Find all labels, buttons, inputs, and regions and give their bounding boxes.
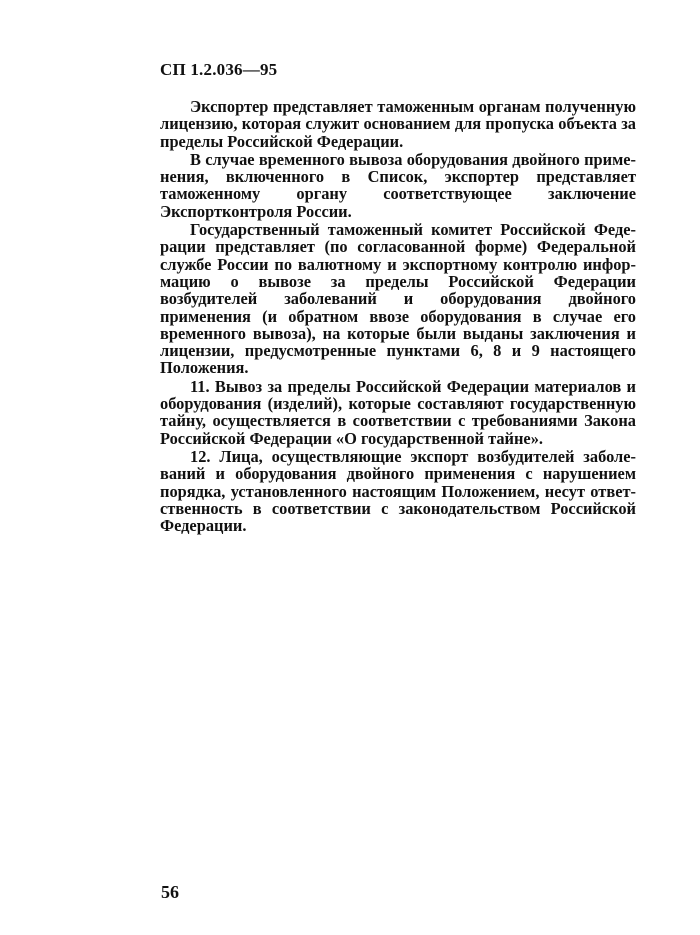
document-body bbox=[160, 98, 636, 534]
paragraph-item-12-liability: 12. Лица, осуществляющие экспорт возбудителей заболеваний и оборудования двойного применения с нарушением порядка, установленного настоящим Положением, несут ответственность в соответствии с законодательством Российской Федерации. bbox=[160, 446, 636, 536]
paragraph-temporary-export: В случае временного вывоза оборудования двойного применения, включенного в Список, экспортер представляет таможенному органу соответствующее заключение Экспортконтроля России. bbox=[160, 149, 636, 221]
paragraph-license-submission: Экспортер представляет таможенным органам полученную лицензию, которая служит основанием для пропуска объекта за пределы Российской Федерации. bbox=[160, 97, 636, 151]
paragraph-customs-committee: Государственный таможенный комитет Российской Федерации представляет (по согласованной форме) Федеральной службе России по валютному и экспортному контролю информацию о вывозе за пределы Российской Федерации возбудителей заболеваний и оборудования двойного применения (и обратном ввозе оборудования в случае его временного вывоза), на которые были выданы заключения и лицензии, предусмотренные пунктами 6, 8 и 9 настоящего Положения. bbox=[160, 220, 636, 378]
paragraph-item-11-state-secret: 11. Вывоз за пределы Российской Федерации материалов и оборудования (изделий), которые составляют государственную тайну, осуществляется в соответствии с требованиями Закона Российской Федерации «О государственной тайне». bbox=[160, 376, 636, 448]
document-code-header: СП 1.2.036—95 bbox=[160, 60, 278, 79]
page-number: 56 bbox=[161, 882, 179, 902]
